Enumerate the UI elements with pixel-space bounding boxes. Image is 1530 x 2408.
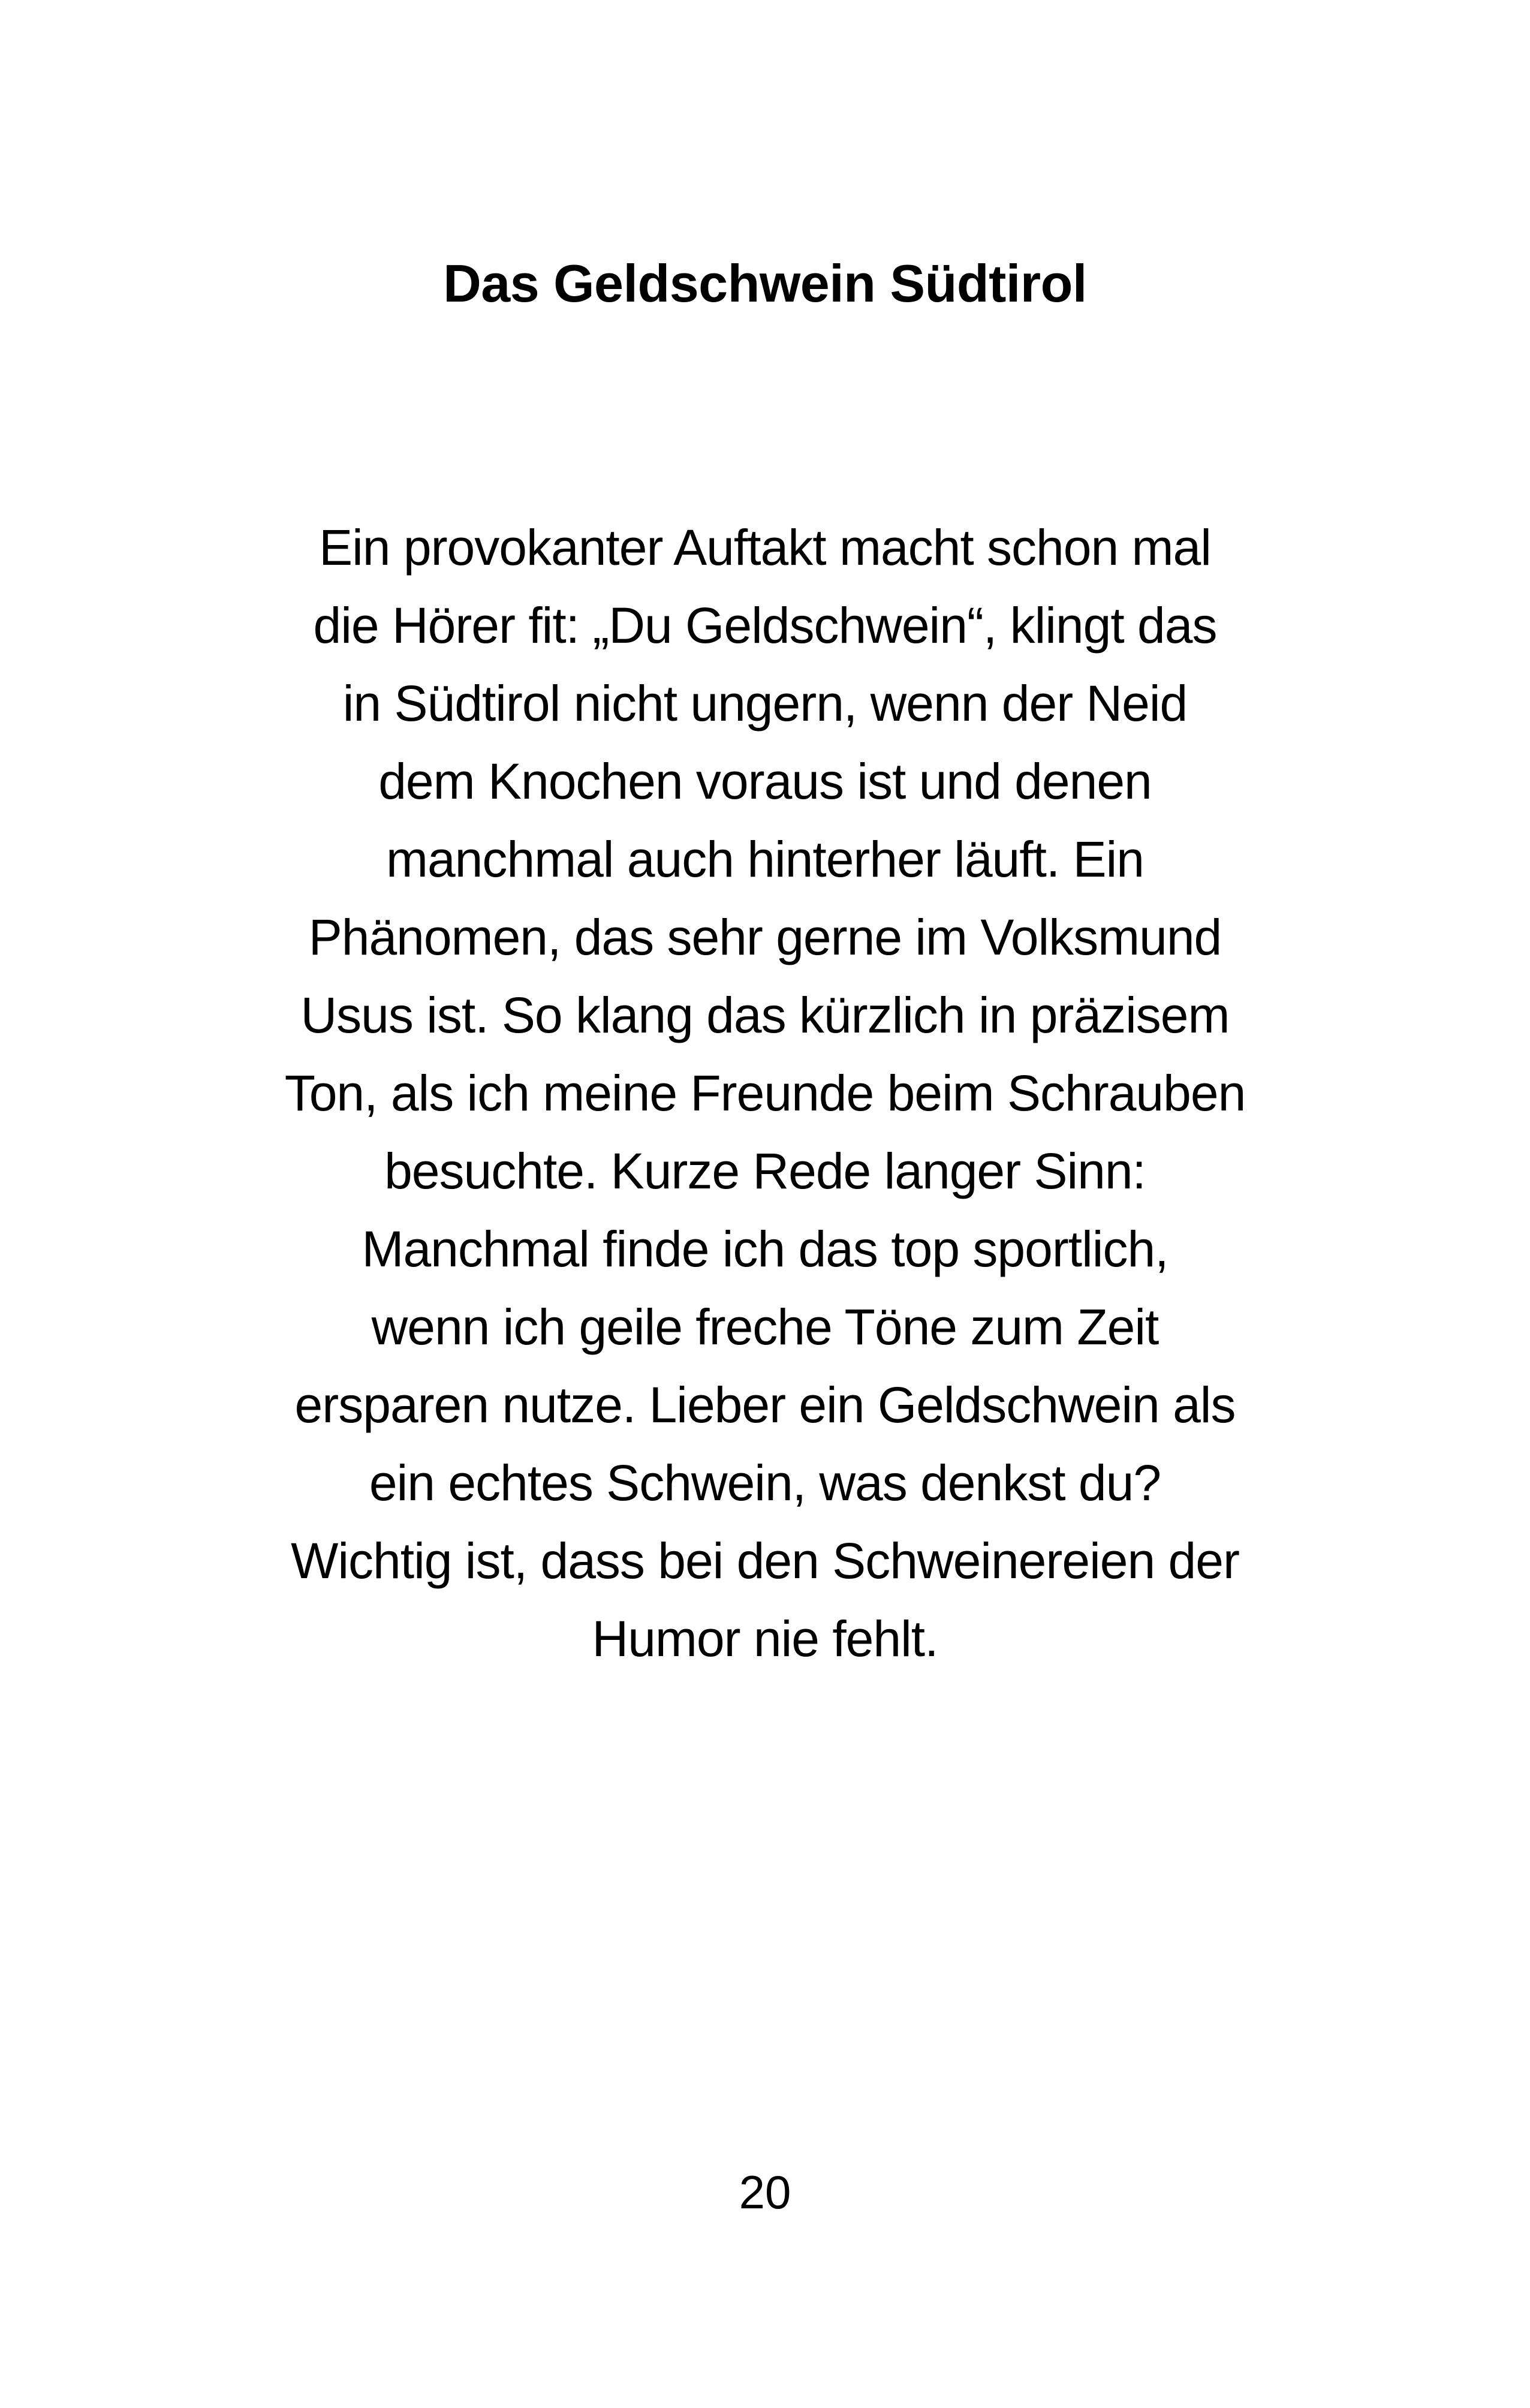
body-line: besuchte. Kurze Rede langer Sinn: [384, 1143, 1146, 1199]
page-title: Das Geldschwein Südtirol [443, 254, 1087, 313]
body-line: die Hörer fit: „Du Geldschwein“, klingt das [313, 597, 1217, 654]
body-line: ein echtes Schwein, was denkst du? [369, 1455, 1161, 1511]
page-number: 20 [739, 2166, 791, 2219]
body-text [0, 508, 1530, 1678]
body-line: Wichtig ist, dass bei den Schweinereien der [291, 1533, 1239, 1589]
body-line: manchmal auch hinterher läuft. Ein [385, 831, 1145, 887]
body-line: Usus ist. So klang das kürzlich in präzisem [300, 987, 1230, 1043]
body-line: Manchmal finde ich das top sportlich, [362, 1221, 1168, 1277]
body-line: Phänomen, das sehr gerne im Volksmund [308, 909, 1222, 965]
body-line: Humor nie fehlt. [592, 1611, 938, 1667]
body-line: Ton, als ich meine Freunde beim Schrauben [284, 1065, 1246, 1121]
body-line: ersparen nutze. Lieber ein Geldschwein als [294, 1377, 1236, 1433]
body-line: Ein provokanter Auftakt macht schon mal [319, 519, 1211, 576]
body-line: in Südtirol nicht ungern, wenn der Neid [342, 675, 1188, 732]
body-line: dem Knochen voraus ist und denen [378, 753, 1152, 809]
body-line: wenn ich geile freche Töne zum Zeit [371, 1299, 1159, 1355]
